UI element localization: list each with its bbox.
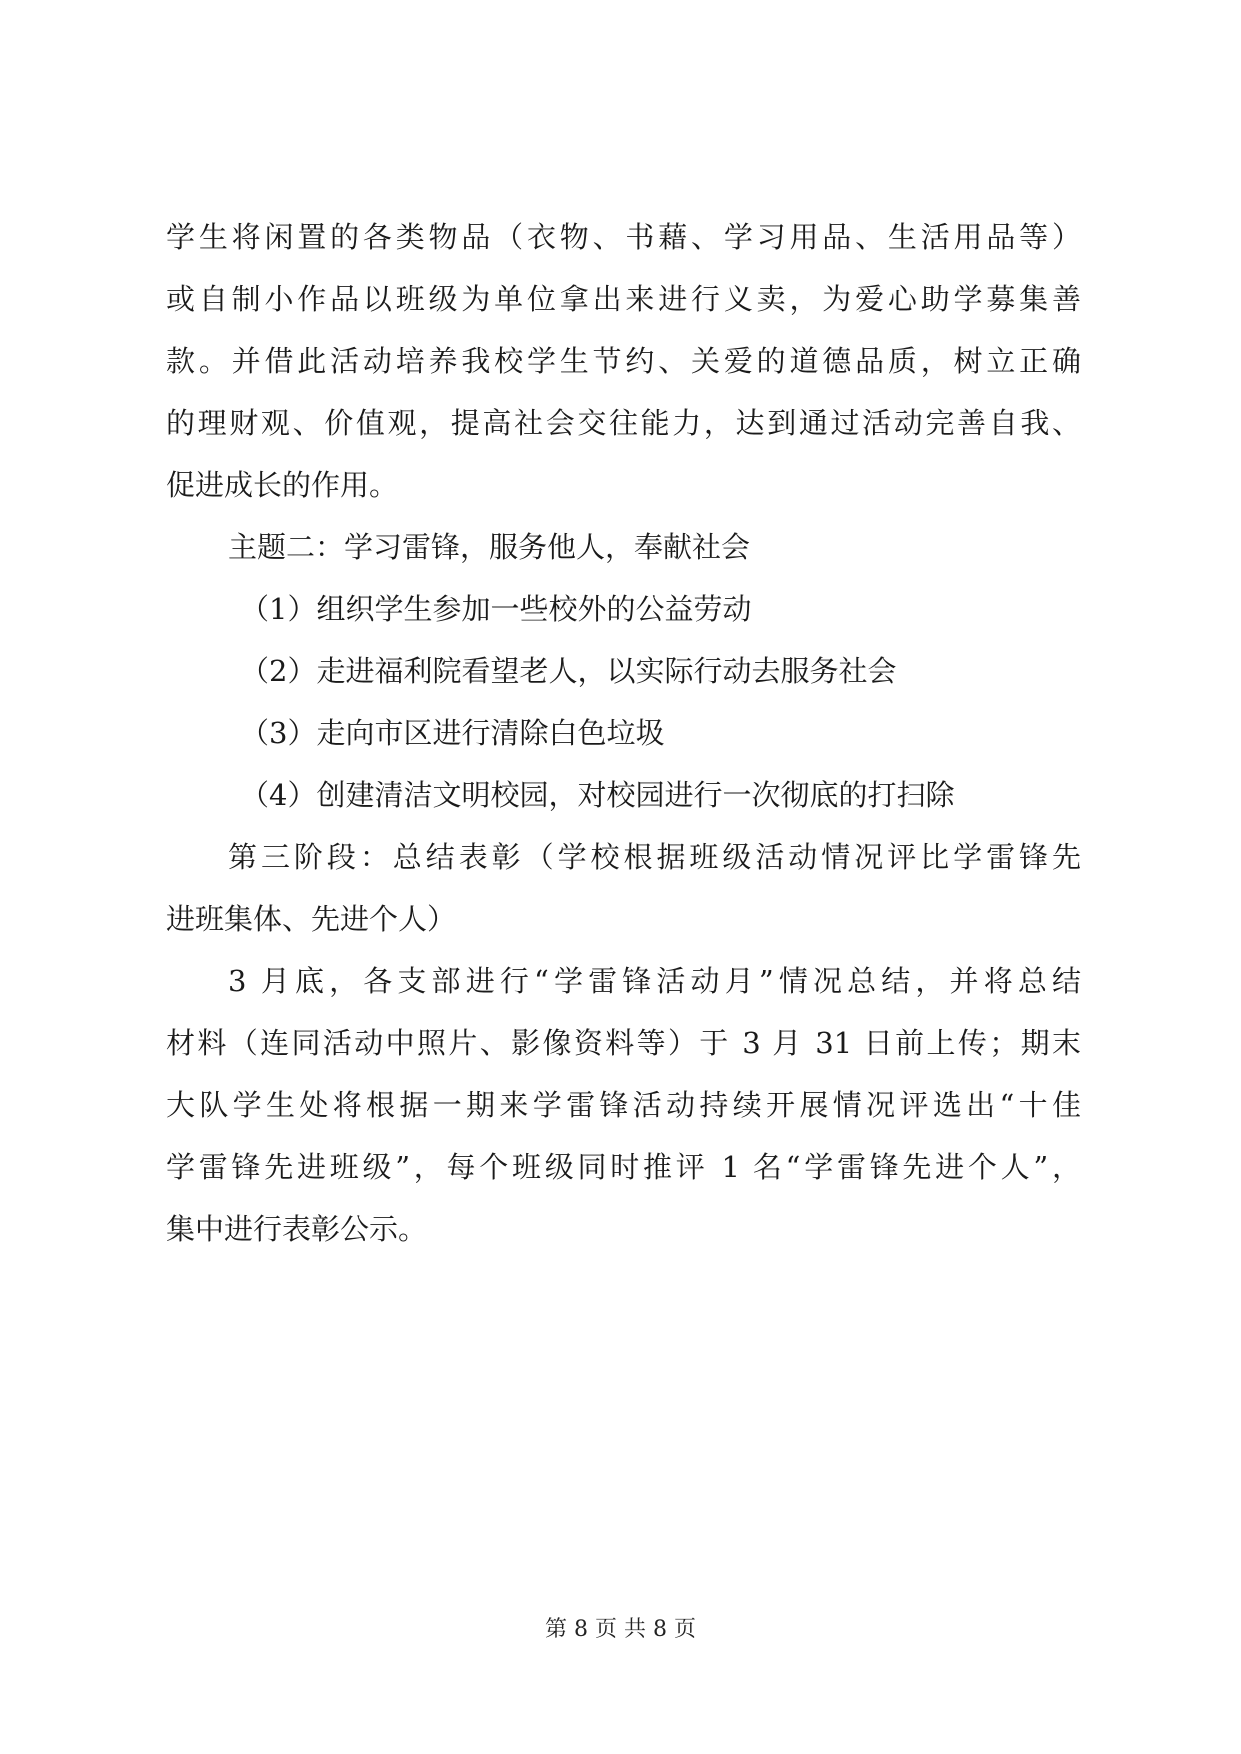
paragraph-line: 进班集体、先进个人）: [166, 902, 457, 936]
list-item: （1）组织学生参加一些校外的公益劳动: [240, 592, 752, 626]
list-item: （3）走向市区进行清除白色垃圾: [240, 716, 665, 750]
paragraph-line: 材料（连同活动中照片、影像资料等）于 3 月 31 日前上传；期末: [166, 1026, 1081, 1060]
list-item: （4）创建清洁文明校园，对校园进行一次彻底的打扫除: [240, 778, 955, 812]
paragraph-line: 促进成长的作用。: [166, 468, 399, 502]
document-body: [166, 206, 1081, 1260]
paragraph-line: 学生将闲置的各类物品（衣物、书藉、学习用品、生活用品等）: [166, 220, 1081, 254]
paragraph-line: 3 月底，各支部进行“学雷锋活动月”情况总结，并将总结: [228, 964, 1081, 998]
paragraph-line: 或自制小作品以班级为单位拿出来进行义卖，为爱心助学募集善: [166, 282, 1081, 316]
paragraph-line: 的理财观、价值观，提高社会交往能力，达到通过活动完善自我、: [166, 406, 1081, 440]
paragraph-line: 学雷锋先进班级”，每个班级同时推评 1 名“学雷锋先进个人”，: [166, 1150, 1081, 1184]
paragraph-line: 款。并借此活动培养我校学生节约、关爱的道德品质，树立正确: [166, 344, 1081, 378]
section-heading: 主题二：学习雷锋，服务他人，奉献社会: [228, 530, 751, 564]
list-item: （2）走进福利院看望老人，以实际行动去服务社会: [240, 654, 897, 688]
section-heading: 第三阶段：总结表彰（学校根据班级活动情况评比学雷锋先: [228, 840, 1081, 874]
paragraph-line: 大队学生处将根据一期来学雷锋活动持续开展情况评选出“十佳: [166, 1088, 1081, 1122]
paragraph-line: 集中进行表彰公示。: [166, 1212, 428, 1246]
page-number-footer: 第 8 页 共 8 页: [545, 1617, 696, 1642]
